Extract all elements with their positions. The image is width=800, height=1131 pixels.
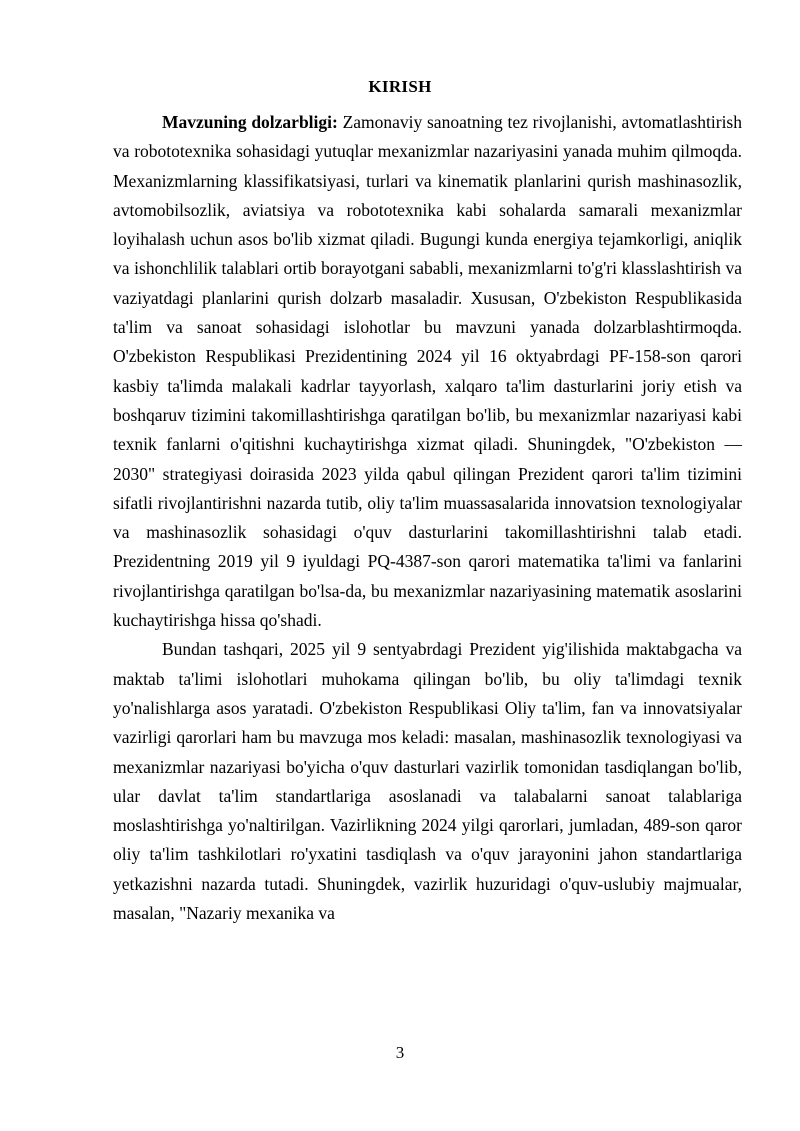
paragraph-text: Zamonaviy sanoatning tez rivojlanishi, avtomatlashtirish va robototexnika sohasidagi yutuqlar mexanizmlar nazariyasini yanada muhim qilmoqda. Mexanizmlarning klassifikatsiyasi, turlari va kinematik planlarini qurish mashinasozlik, avtomobilsozlik, aviatsiya va robototexnika kabi sohalarda samarali mexanizmlar loyihalash uchun asos bo'lib xizmat qiladi. Bugungi kunda energiya tejamkorligi, aniqlik va ishonchlilik talablari ortib borayotgani sababli, mexanizmlarni to'g'ri klasslashtirish va vaziyatdagi planlarini qurish dolzarb masaladir. Xususan, O'zbekiston Respublikasida ta'lim va sanoat sohasidagi islohotlar bu mavzuni yanada dolzarblashtirmoqda. O'zbekiston Respublikasi Prezidentining 2024 yil 16 oktyabrdagi PF-158-son qarori kasbiy ta'limda malakali kadrlar tayyorlash, xalqaro ta'lim dasturlarini joriy etish va boshqaruv tizimini takomillashtirishga qaratilgan bo'lib, bu mexanizmlar nazariyasi kabi texnik fanlarni o'qitishni kuchaytirishga xizmat qiladi. Shuningdek, "O'zbekiston — 2030" strategiyasi doirasida 2023 yilda qabul qilingan Prezident qarori ta'lim tizimini sifatli rivojlantirishni nazarda tutib, oliy ta'lim muassasalarida innovatsion texnologiyalar va mashinasozlik sohasidagi o'quv dasturlarini takomillashtirishni talab etadi. Prezidentning 2019 yil 9 iyuldagi PQ-4387-son qarori matematika ta'limi va fanlarini rivojlantirishga qaratilgan bo'lsa-da, bu mexanizmlar nazariyasining matematik asoslarini kuchaytirishga hissa qo'shadi. [113, 112, 742, 631]
paragraph-relevance [113, 108, 742, 635]
body-text [113, 108, 742, 928]
paragraph-additional: Bundan tashqari, 2025 yil 9 sentyabrdagi Prezident yig'ilishida maktabgacha va maktab ta'limi islohotlari muhokama qilingan bo'lib, bu oliy ta'limdagi texnik yo'nalishlarga asos yaratadi. O'zbekiston Respublikasi Oliy ta'lim, fan va innovatsiyalar vazirligi qarorlari ham bu mavzuga mos keladi: masalan, mashinasozlik texnologiyasi va mexanizmlar nazariyasi bo'yicha o'quv dasturlari vazirlik tomonidan tasdiqlangan bo'lib, ular davlat ta'lim standartlariga asoslanadi va talabalarni sanoat talablariga moslashtirishga yo'naltirilgan. Vazirlikning 2024 yilgi qarorlari, jumladan, 489-son qaror oliy ta'lim tashkilotlari ro'yxatini tasdiqlash va o'quv jarayonini jahon standartlariga yetkazishni nazarda tutadi. Shuningdek, vazirlik huzuridagi o'quv-uslubiy majmualar, masalan, "Nazariy mexanika va [113, 639, 742, 924]
section-heading: KIRISH [368, 77, 432, 96]
paragraph-lead: Mavzuning dolzarbligi: [162, 112, 338, 132]
page-number: 3 [395, 1043, 405, 1062]
